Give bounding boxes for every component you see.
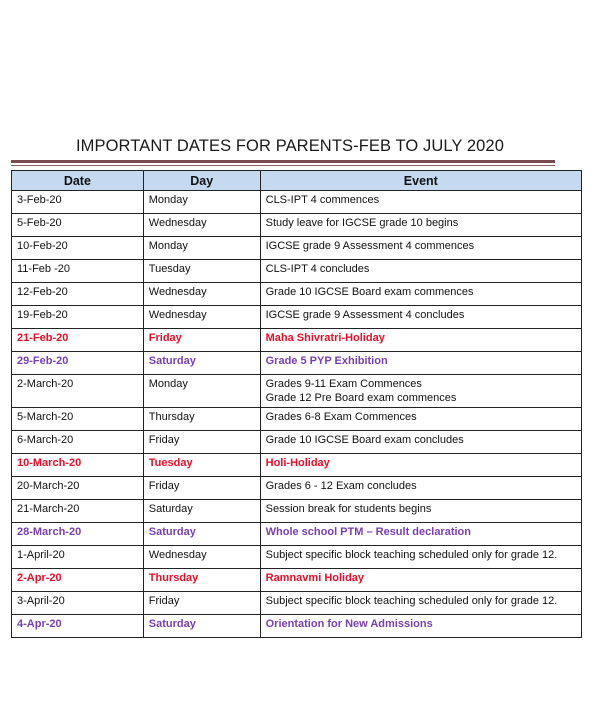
cell-date: 2-March-20 [12,375,144,408]
table-row [12,260,582,283]
header-date: Date [12,171,144,191]
cell-day: Wednesday [143,546,260,569]
event-line: Study leave for IGCSE grade 10 begins [265,217,459,229]
table-row [12,569,582,592]
event-line: Grade 12 Pre Board exam commences [265,392,457,404]
important-dates-table [11,170,582,638]
table-row [12,615,582,638]
event-line: CLS-IPT 4 commences [265,194,380,206]
cell-event [260,306,581,329]
cell-day: Monday [143,237,260,260]
cell-date: 5-March-20 [12,408,144,431]
table-row [12,237,582,260]
event-line: Subject specific block teaching scheduled only for grade 12. [265,595,558,607]
cell-event [260,615,581,638]
cell-date: 1-April-20 [12,546,144,569]
event-line: Grade 10 IGCSE Board exam concludes [265,434,464,446]
cell-date: 10-Feb-20 [12,237,144,260]
cell-day: Saturday [143,500,260,523]
cell-day: Tuesday [143,454,260,477]
cell-date: 28-March-20 [12,523,144,546]
cell-event [260,260,581,283]
event-line: Ramnavmi Holiday [265,572,365,584]
cell-day: Friday [143,477,260,500]
cell-event [260,329,581,352]
cell-date: 3-April-20 [12,592,144,615]
cell-event [260,431,581,454]
cell-day: Monday [143,375,260,408]
event-line: IGCSE grade 9 Assessment 4 concludes [265,309,465,321]
cell-day: Friday [143,329,260,352]
cell-event [260,592,581,615]
cell-event [260,569,581,592]
cell-day: Thursday [143,408,260,431]
table-row [12,500,582,523]
cell-event [260,523,581,546]
cell-day: Saturday [143,615,260,638]
cell-event [260,375,581,408]
cell-event [260,546,581,569]
table-row [12,592,582,615]
cell-event [260,191,581,214]
cell-day: Friday [143,431,260,454]
table-row [12,477,582,500]
table-body [12,191,582,638]
cell-day: Monday [143,191,260,214]
document-title: IMPORTANT DATES FOR PARENTS-FEB TO JULY 2020 [75,137,504,155]
event-line: Grades 6 - 12 Exam concludes [265,480,417,492]
cell-event [260,408,581,431]
cell-day: Friday [143,592,260,615]
cell-date: 4-Apr-20 [12,615,144,638]
table-row [12,214,582,237]
cell-day: Wednesday [143,283,260,306]
cell-event [260,214,581,237]
cell-day: Saturday [143,523,260,546]
cell-date: 6-March-20 [12,431,144,454]
cell-date: 12-Feb-20 [12,283,144,306]
cell-event [260,283,581,306]
table-row [12,408,582,431]
event-line: Holi-Holiday [265,457,330,469]
cell-date: 19-Feb-20 [12,306,144,329]
header-day: Day [143,171,260,191]
cell-date: 21-Feb-20 [12,329,144,352]
event-line: IGCSE grade 9 Assessment 4 commences [265,240,475,252]
table-row [12,329,582,352]
event-line: Orientation for New Admissions [265,618,433,630]
event-line: Grade 5 PYP Exhibition [265,355,388,367]
cell-event [260,237,581,260]
table-header-row [12,171,582,191]
table-row [12,546,582,569]
table-row [12,375,582,408]
cell-day: Wednesday [143,214,260,237]
cell-date: 5-Feb-20 [12,214,144,237]
title-underline-thick [11,160,555,163]
event-line: Grade 10 IGCSE Board exam commences [265,286,474,298]
cell-date: 3-Feb-20 [12,191,144,214]
table-row [12,454,582,477]
event-line: Subject specific block teaching scheduled only for grade 12. [265,549,558,561]
cell-day: Wednesday [143,306,260,329]
cell-event [260,352,581,375]
table-row [12,283,582,306]
event-line: Maha Shivratri-Holiday [265,332,385,344]
event-line: CLS-IPT 4 concludes [265,263,370,275]
table-row [12,306,582,329]
cell-day: Thursday [143,569,260,592]
event-line: Whole school PTM – Result declaration [265,526,471,538]
table-row [12,431,582,454]
cell-date: 11-Feb -20 [12,260,144,283]
cell-day: Saturday [143,352,260,375]
cell-event [260,500,581,523]
cell-event [260,477,581,500]
cell-date: 21-March-20 [12,500,144,523]
event-line: Session break for students begins [265,503,432,515]
cell-date: 29-Feb-20 [12,352,144,375]
table-row [12,191,582,214]
event-line: Grades 9-11 Exam Commences [265,378,422,390]
cell-date: 2-Apr-20 [12,569,144,592]
event-line: Grades 6-8 Exam Commences [265,411,417,423]
title-underline-thin [11,165,555,166]
cell-day: Tuesday [143,260,260,283]
cell-event [260,454,581,477]
header-event: Event [260,171,581,191]
cell-date: 10-March-20 [12,454,144,477]
cell-date: 20-March-20 [12,477,144,500]
table-row [12,352,582,375]
table-row [12,523,582,546]
